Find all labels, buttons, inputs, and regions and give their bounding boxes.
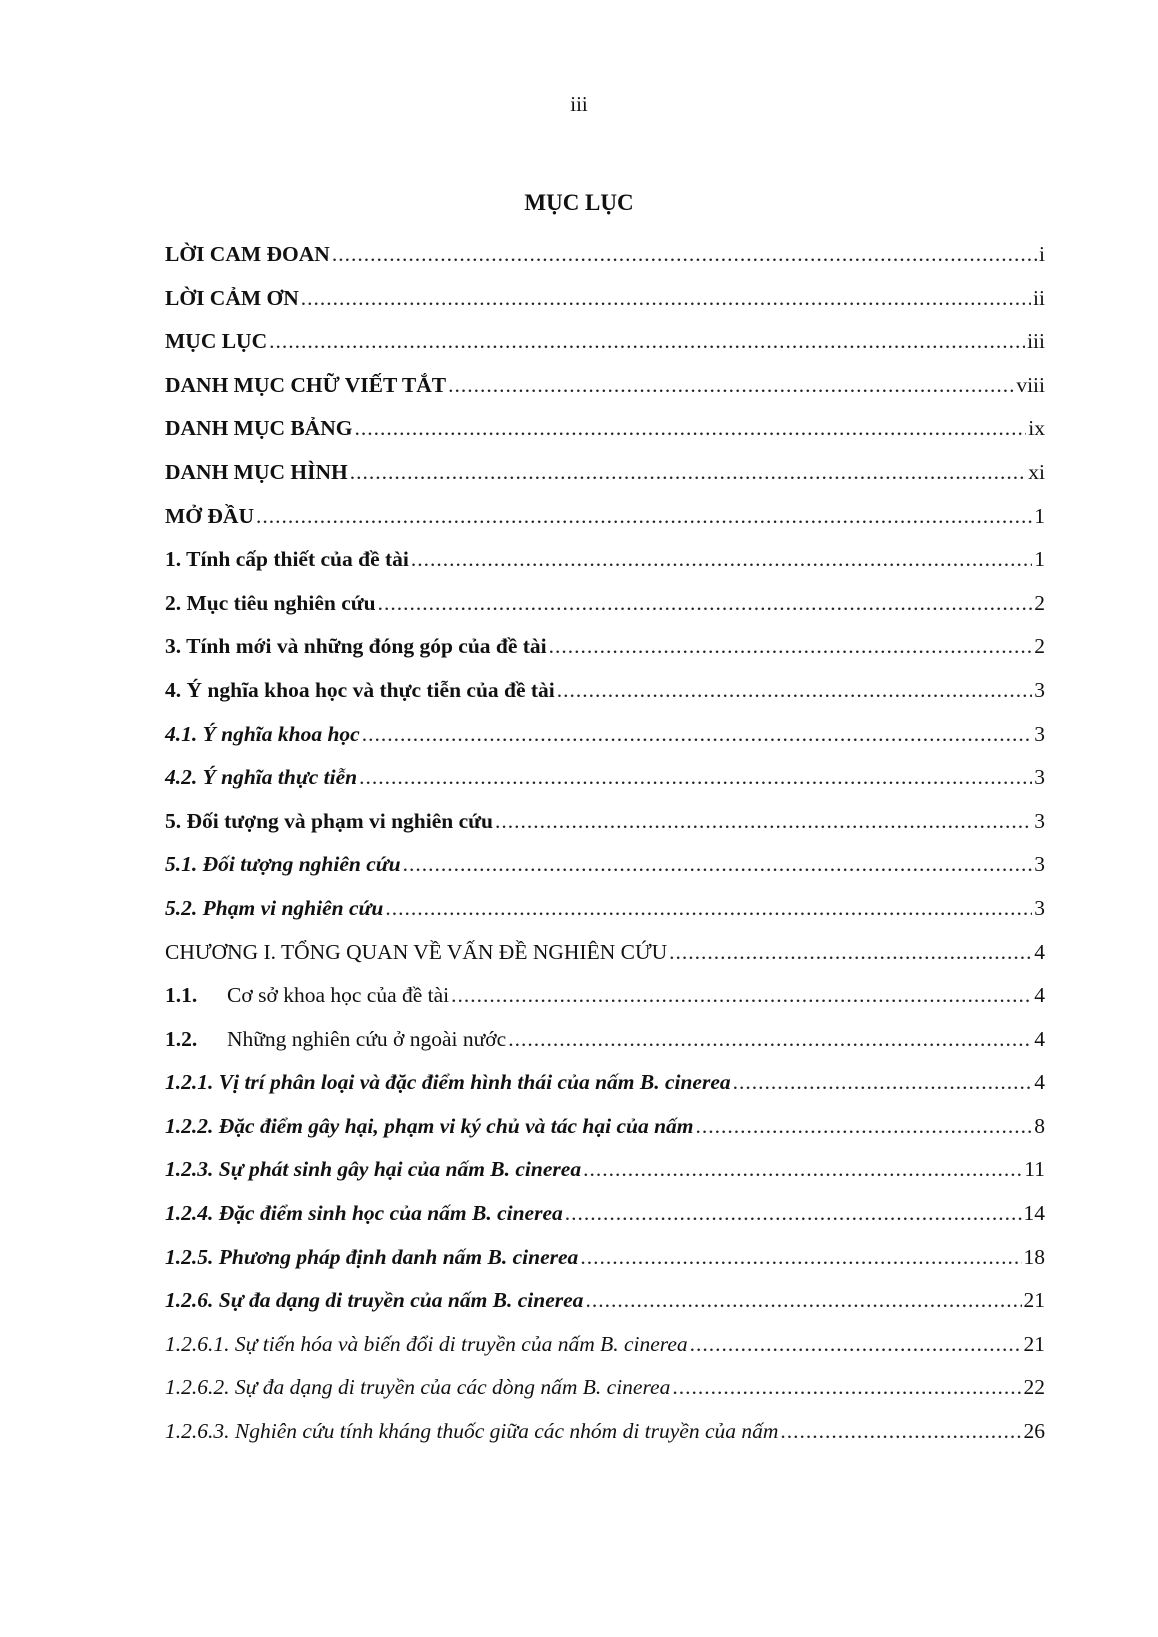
leader-dots xyxy=(580,1236,1021,1280)
toc-entry-page: 3 xyxy=(1034,808,1045,833)
toc-entry-label: 2. Mục tiêu nghiên cứu xyxy=(165,590,376,615)
toc-entry-page: 4 xyxy=(1034,1026,1045,1051)
toc-entry-page: ii xyxy=(1033,285,1045,310)
toc-entry-label: 1. Tính cấp thiết của đề tài xyxy=(165,547,409,572)
toc-entry-label: 1.2.2. Đặc điểm gây hại, phạm vi ký chủ và tác hại của nấm xyxy=(165,1113,694,1138)
toc-entry-label: 1.2.5. Phương pháp định danh nấm B. cinerea xyxy=(165,1244,579,1269)
table-of-contents xyxy=(165,233,1045,1454)
toc-entry-page: 3 xyxy=(1034,852,1045,877)
toc-entry[interactable] xyxy=(165,451,1045,495)
leader-dots xyxy=(359,756,1032,800)
leader-dots xyxy=(362,713,1033,757)
leader-dots xyxy=(669,931,1032,975)
toc-entry[interactable] xyxy=(165,582,1045,626)
toc-entry-page: 4 xyxy=(1034,939,1045,964)
toc-entry-page: 14 xyxy=(1023,1201,1045,1226)
toc-entry[interactable] xyxy=(165,407,1045,451)
toc-entry-page: iii xyxy=(1027,329,1045,354)
toc-entry-page: 2 xyxy=(1034,634,1045,659)
toc-entry-page: 3 xyxy=(1034,677,1045,702)
toc-entry[interactable] xyxy=(165,1018,1045,1062)
toc-entry-label: 1.2.1. Vị trí phân loại và đặc điểm hình thái của nấm B. cinerea xyxy=(165,1070,731,1095)
toc-entry-page: 4 xyxy=(1034,1070,1045,1095)
toc-entry[interactable] xyxy=(165,495,1045,539)
toc-entry-label: 5.1. Đối tượng nghiên cứu xyxy=(165,852,401,877)
toc-entry-label: LỜI CẢM ƠN xyxy=(165,285,299,310)
leader-dots xyxy=(448,364,1014,408)
toc-entry-page: ix xyxy=(1028,416,1045,441)
toc-entry[interactable] xyxy=(165,538,1045,582)
leader-dots xyxy=(549,625,1033,669)
toc-entry[interactable] xyxy=(165,1410,1045,1454)
leader-dots xyxy=(269,320,1025,364)
leader-dots xyxy=(378,582,1033,626)
leader-dots xyxy=(350,451,1027,495)
toc-entry-page: 8 xyxy=(1034,1113,1045,1138)
toc-title: MỤC LỤC xyxy=(524,190,634,215)
toc-entry[interactable] xyxy=(165,1148,1045,1192)
toc-entry[interactable] xyxy=(165,713,1045,757)
toc-entry-label: DANH MỤC HÌNH xyxy=(165,459,348,484)
toc-entry-label: MỞ ĐẦU xyxy=(165,503,254,528)
leader-dots xyxy=(256,495,1032,539)
toc-entry-page: viii xyxy=(1016,372,1045,397)
toc-entry-label: 4.1. Ý nghĩa khoa học xyxy=(165,721,360,746)
toc-entry-page: 3 xyxy=(1034,721,1045,746)
leader-dots xyxy=(495,800,1032,844)
toc-entry[interactable] xyxy=(165,277,1045,321)
toc-entry-page: 21 xyxy=(1023,1331,1045,1356)
toc-entry-label: CHƯƠNG I. TỔNG QUAN VỀ VẤN ĐỀ NGHIÊN CỨU xyxy=(165,939,668,964)
toc-entry[interactable] xyxy=(165,1366,1045,1410)
toc-entry-label: 4. Ý nghĩa khoa học và thực tiễn của đề tài xyxy=(165,677,555,702)
leader-dots xyxy=(696,1105,1033,1149)
toc-entry-text: Cơ sở khoa học của đề tài xyxy=(227,983,450,1008)
toc-entry-page: 1 xyxy=(1034,503,1045,528)
toc-entry-page: 3 xyxy=(1034,765,1045,790)
toc-entry-page: 4 xyxy=(1034,983,1045,1008)
toc-entry-label: 1.2.6.1. Sự tiến hóa và biến đổi di truyền của nấm B. cinerea xyxy=(165,1331,688,1356)
toc-entry-page: 18 xyxy=(1023,1244,1045,1269)
toc-entry[interactable] xyxy=(165,800,1045,844)
toc-entry[interactable] xyxy=(165,625,1045,669)
leader-dots xyxy=(690,1323,1022,1367)
leader-dots xyxy=(411,538,1032,582)
toc-entry-label: 1.2.6. Sự đa dạng di truyền của nấm B. cinerea xyxy=(165,1288,584,1313)
toc-entry-label: 1.2.3. Sự phát sinh gây hại của nấm B. cinerea xyxy=(165,1157,582,1182)
leader-dots xyxy=(672,1366,1021,1410)
toc-entry[interactable] xyxy=(165,233,1045,277)
toc-entry-label: 1.2.4. Đặc điểm sinh học của nấm B. cinerea xyxy=(165,1201,563,1226)
toc-entry-page: 21 xyxy=(1023,1288,1045,1313)
toc-entry[interactable] xyxy=(165,1061,1045,1105)
toc-entry-label: 3. Tính mới và những đóng góp của đề tài xyxy=(165,634,547,659)
toc-entry[interactable] xyxy=(165,887,1045,931)
toc-entry[interactable] xyxy=(165,1236,1045,1280)
toc-entry[interactable] xyxy=(165,1279,1045,1323)
toc-entry-label: LỜI CAM ĐOAN xyxy=(165,242,330,266)
toc-entry-page: 3 xyxy=(1034,895,1045,920)
leader-dots xyxy=(301,277,1031,321)
leader-dots xyxy=(385,887,1032,931)
toc-entry-number: 1.1. xyxy=(165,983,198,1008)
leader-dots xyxy=(565,1192,1022,1236)
leader-dots xyxy=(451,974,1032,1018)
toc-entry-page: xi xyxy=(1028,459,1045,484)
toc-entry[interactable] xyxy=(165,1323,1045,1367)
toc-entry-label: 5.2. Phạm vi nghiên cứu xyxy=(165,895,384,920)
toc-entry-page: 11 xyxy=(1024,1157,1045,1182)
toc-entry-label: 1.2.6.2. Sự đa dạng di truyền của các dòng nấm B. cinerea xyxy=(165,1375,671,1400)
toc-entry[interactable] xyxy=(165,1192,1045,1236)
toc-entry-text: Những nghiên cứu ở ngoài nước xyxy=(227,1026,507,1051)
toc-entry-label: 1.2.6.3. Nghiên cứu tính kháng thuốc giữa các nhóm di truyền của nấm xyxy=(165,1419,779,1444)
page-number: iii xyxy=(570,92,588,116)
toc-entry-label: DANH MỤC CHỮ VIẾT TẮT xyxy=(165,372,447,397)
toc-entry[interactable] xyxy=(165,1105,1045,1149)
toc-entry-page: 22 xyxy=(1023,1375,1045,1400)
toc-entry-number: 1.2. xyxy=(165,1026,198,1051)
toc-entry-page: 26 xyxy=(1023,1419,1045,1444)
leader-dots xyxy=(508,1018,1032,1062)
toc-entry-label: MỤC LỤC xyxy=(165,329,268,354)
toc-entry[interactable] xyxy=(165,931,1045,975)
toc-entry[interactable] xyxy=(165,669,1045,713)
leader-dots xyxy=(583,1148,1022,1192)
toc-entry[interactable] xyxy=(165,320,1045,364)
leader-dots xyxy=(403,843,1033,887)
toc-entry-label: 5. Đối tượng và phạm vi nghiên cứu xyxy=(165,808,494,833)
leader-dots xyxy=(332,233,1037,277)
toc-entry-label xyxy=(165,1018,506,1062)
toc-entry-page: 1 xyxy=(1034,547,1045,572)
toc-entry-label: 4.2. Ý nghĩa thực tiễn xyxy=(165,765,358,790)
toc-entry-page: i xyxy=(1039,242,1045,266)
leader-dots xyxy=(557,669,1032,713)
leader-dots xyxy=(780,1410,1021,1454)
leader-dots xyxy=(733,1061,1033,1105)
toc-entry[interactable] xyxy=(165,843,1045,887)
leader-dots xyxy=(355,407,1027,451)
toc-entry[interactable] xyxy=(165,756,1045,800)
toc-entry-label: DANH MỤC BẢNG xyxy=(165,416,353,441)
toc-entry[interactable] xyxy=(165,974,1045,1018)
toc-entry-page: 2 xyxy=(1034,590,1045,615)
toc-entry-label xyxy=(165,974,449,1018)
toc-entry[interactable] xyxy=(165,364,1045,408)
leader-dots xyxy=(585,1279,1021,1323)
